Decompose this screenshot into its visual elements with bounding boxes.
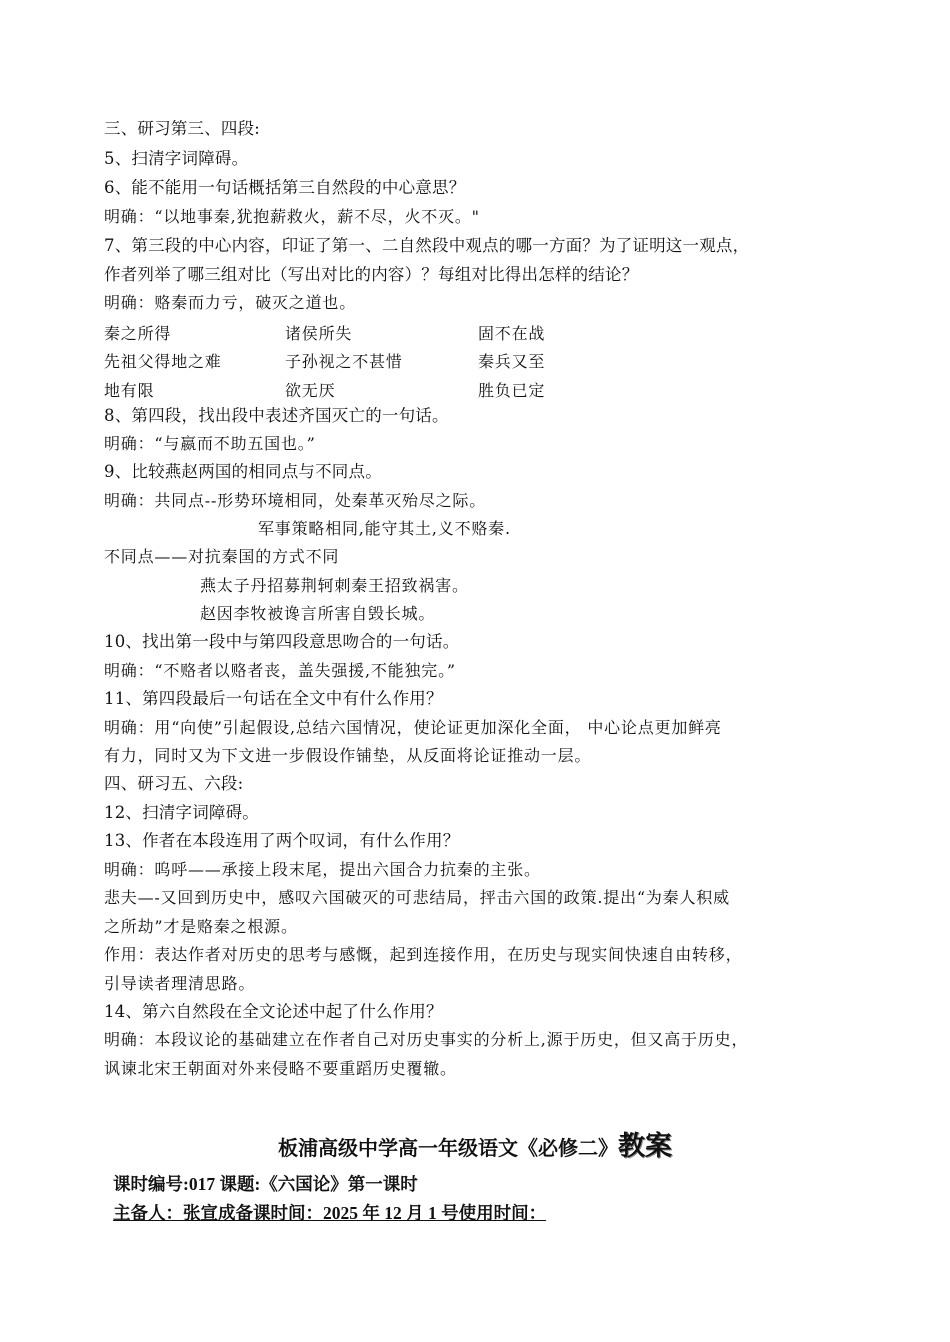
table-cell: 固不在战 <box>478 324 546 343</box>
table-cell: 子孙视之不甚惜 <box>285 352 403 371</box>
lesson-info: 课时编号:017 课题:《六国论》第一课时 <box>113 1174 418 1194</box>
question-7: 7、第三段的中心内容，印证了第一、二自然段中观点的哪一方面？为了证明这一观点， <box>104 236 750 255</box>
question-9: 9、比较燕赵两国的相同点与不同点。 <box>104 462 382 481</box>
question-5: 5、扫清字词障碍。 <box>104 149 249 168</box>
answer-13-effect: 作用：表达作者对历史的思考与感慨，起到连接作用，在历史与现实间快速自由转移， <box>104 945 743 964</box>
answer-8: 明确：“与嬴而不助五国也。” <box>104 434 316 453</box>
answer-6: 明确：“以地事秦,犹抱薪救火，薪不尽，火不灭。" <box>104 207 480 226</box>
question-8: 8、第四段，找出段中表述齐国灭亡的一句话。 <box>104 406 449 425</box>
question-11: 11、第四段最后一句话在全文中有什么作用？ <box>104 689 443 708</box>
question-13: 13、作者在本段连用了两个叹词，有什么作用？ <box>104 831 460 850</box>
answer-9-diff: 不同点——对抗秦国的方式不同 <box>104 547 340 566</box>
answer-10: 明确：“不赂者以赂者丧，盖失强援,不能独完。” <box>104 661 456 680</box>
table-cell: 地有限 <box>104 381 155 400</box>
answer-14-cont: 讽谏北宋王朝面对外来侵略不要重蹈历史覆辙。 <box>104 1059 457 1078</box>
answer-11-cont: 有力，同时又为下文进一步假设作铺垫，从反面将论证推动一层。 <box>104 746 592 765</box>
answer-9-zhao: 赵因李牧被谗言所害自毁长城。 <box>200 604 436 623</box>
table-cell: 胜负已定 <box>478 381 546 400</box>
section-heading-4: 四、研习五、六段: <box>104 774 244 793</box>
title-main: 板浦高级中学高一年级语文《必修二》 <box>278 1138 618 1160</box>
answer-9-cont: 军事策略相同,能守其土,义不赂秦. <box>258 519 511 538</box>
question-7-cont: 作者列举了哪三组对比（写出对比的内容）？每组对比得出怎样的结论？ <box>104 265 639 284</box>
answer-13-beifu: 悲夫—-又回到历史中，感叹六国破灭的可悲结局，抨击六国的政策.提出“为秦人积威 <box>104 888 730 907</box>
table-cell: 欲无厌 <box>285 381 336 400</box>
table-cell: 先祖父得地之难 <box>104 352 222 371</box>
answer-9-yan: 燕太子丹招募荆轲刺秦王招致祸害。 <box>200 576 469 595</box>
author-info: 主备人：张宣成备课时间：2025 年 12 月 1 号使用时间： <box>113 1203 547 1223</box>
answer-13-beifu-cont: 之所劫”才是赂秦之根源。 <box>104 917 298 936</box>
question-14: 14、第六自然段在全文论述中起了什么作用？ <box>104 1002 443 1021</box>
title-emphasis: 教案 <box>618 1131 672 1161</box>
answer-13: 明确：呜呼——承接上段末尾，提出六国合力抗秦的主张。 <box>104 860 541 879</box>
answer-13-effect-cont: 引导读者理清思路。 <box>104 974 256 993</box>
table-cell: 秦兵又至 <box>478 352 546 371</box>
question-10: 10、找出第一段中与第四段意思吻合的一句话。 <box>104 632 460 651</box>
answer-14: 明确：本段议论的基础建立在作者自己对历史事实的分析上,源于历史，但又高于历史， <box>104 1030 749 1049</box>
question-12: 12、扫清字词障碍。 <box>104 803 259 822</box>
answer-7: 明确：赂秦而力亏，破灭之道也。 <box>104 293 357 312</box>
lesson-plan-title <box>0 1124 950 1163</box>
section-heading-3: 三、研习第三、四段: <box>104 119 261 138</box>
question-6: 6、能不能用一句话概括第三自然段的中心意思？ <box>104 178 466 197</box>
table-cell: 诸侯所失 <box>285 324 353 343</box>
answer-9: 明确：共同点--形势环境相同，处秦革灭殆尽之际。 <box>104 491 487 510</box>
answer-11: 明确：用“向使”引起假设,总结六国情况，使论证更加深化全面， 中心论点更加鲜亮 <box>104 718 722 737</box>
table-cell: 秦之所得 <box>104 324 172 343</box>
